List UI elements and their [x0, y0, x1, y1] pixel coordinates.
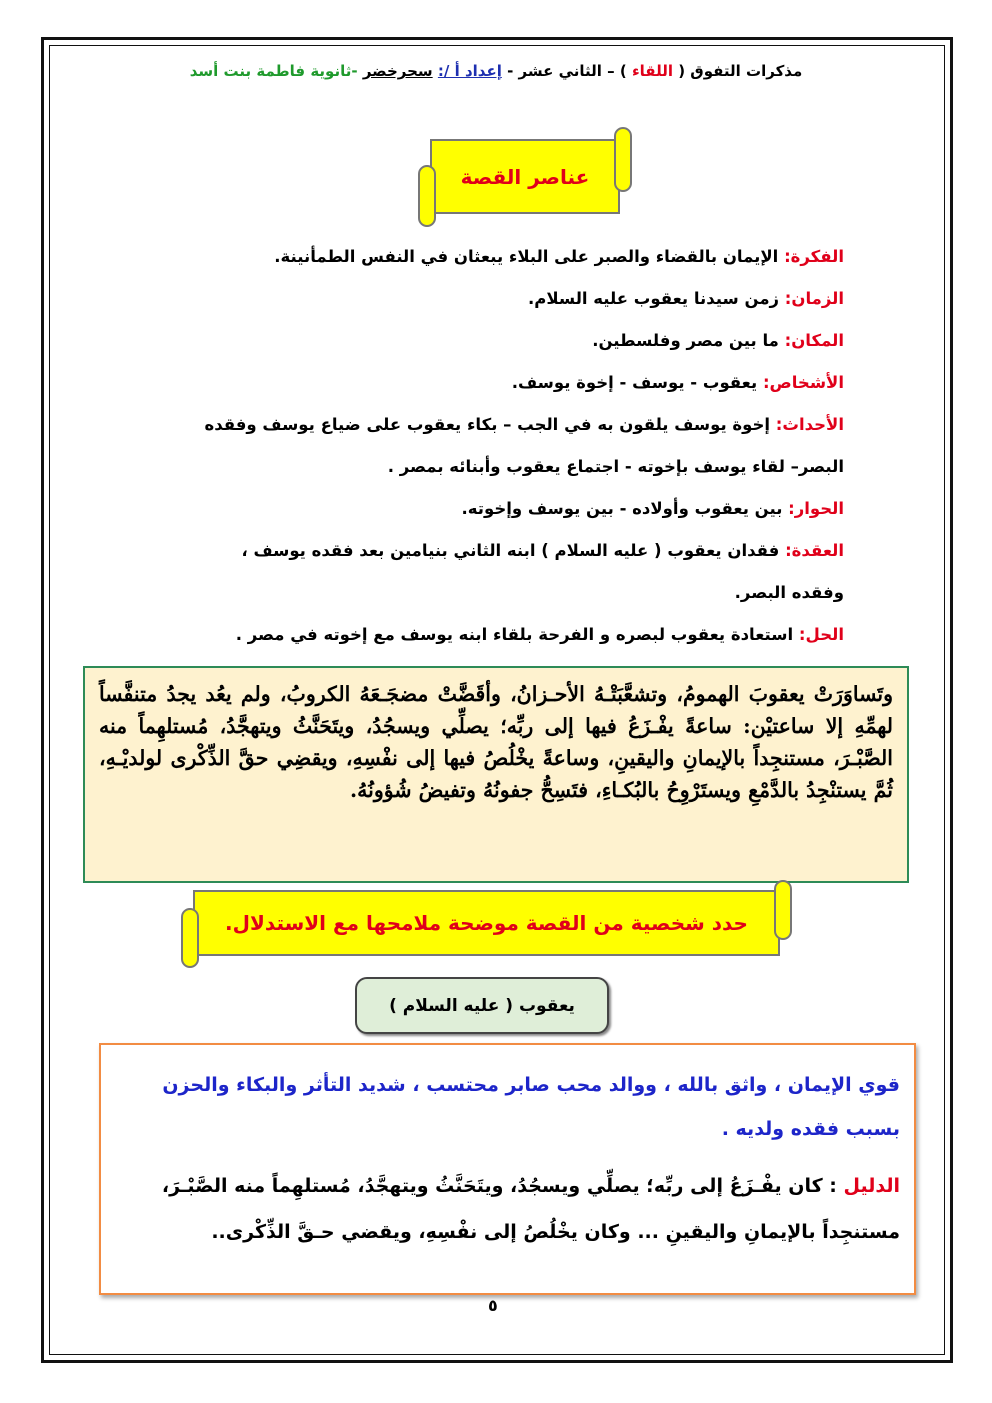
element-text: استعادة يعقوب لبصره و الفرحة بلقاء ابنه يوسف مع إخوته في مصر . [235, 625, 799, 644]
element-line [144, 278, 844, 320]
header-part4: إعداد أ /: [437, 62, 502, 80]
proof-text: : كان يفْـزَعُ إلى ربِّه؛ يصلِّي ويسجُدُ، ويتَحَنَّثُ ويتهجَّدُ، مُستلهِماً منه الصَّبْـرَ، مستنجِداً بالإيمانِ واليقينِ ... وكان يخْلُصُ إلى نفْسِهِ، ويقضي حـقَّ الذِّكْرى.. [161, 1175, 900, 1243]
element-label: الحل: [798, 625, 844, 644]
proof-label: الدليل [843, 1175, 900, 1197]
element-line [144, 614, 844, 656]
page-number: ٥ [488, 1296, 498, 1315]
element-label: العقدة: [785, 541, 844, 560]
element-text: فقدان يعقوب ( عليه السلام ) ابنه الثاني بنيامين بعد فقده يوسف ، [241, 541, 786, 560]
header-part2: اللقاء [631, 62, 673, 80]
header-part1: مذكرات التفوق ( [678, 62, 803, 80]
element-text: الإيمان بالقضاء والصبر على البلاء يبعثان في النفس الطمأنينة. [274, 247, 785, 266]
proof-paragraph [115, 1163, 900, 1255]
story-elements-list [144, 236, 844, 656]
answer-box [99, 1043, 916, 1295]
element-line [144, 236, 844, 278]
scroll-roll [614, 127, 632, 192]
element-label: الفكرة: [784, 247, 844, 266]
character-name: يعقوب ( عليه السلام ) [389, 995, 575, 1016]
element-line [144, 404, 844, 446]
element-text: ما بين مصر وفلسطين. [592, 331, 785, 350]
element-line [144, 446, 844, 488]
element-text: البصر– لقاء يوسف بإخوته - اجتماع يعقوب وأبنائه بمصر . [387, 457, 844, 476]
title-banner-text: عناصر القصة [460, 164, 590, 189]
scroll-roll [774, 880, 792, 940]
element-label: الزمان: [784, 289, 844, 308]
element-label: الأشخاص: [762, 373, 844, 392]
title-scroll-banner [430, 139, 620, 214]
element-label: الحوار: [788, 499, 844, 518]
task-banner-text: حدد شخصية من القصة موضحة ملامحها مع الاستدلال. [225, 911, 748, 935]
element-line [144, 530, 844, 572]
element-line [144, 362, 844, 404]
element-text: بين يعقوب وأولاده - بين يوسف وإخوته. [461, 499, 789, 518]
element-text: إخوة يوسف يلقون به في الجب – بكاء يعقوب على ضياع يوسف وفقده [204, 415, 776, 434]
header-part5: سحرخضر [362, 62, 433, 80]
scroll-roll [181, 908, 199, 968]
scroll-roll [418, 165, 436, 227]
element-text: يعقوب - يوسف - إخوة يوسف. [511, 373, 763, 392]
task-scroll-banner [193, 890, 780, 956]
element-line [144, 320, 844, 362]
page-header [100, 62, 892, 80]
passage-text: وتَساوَرَتْ يعقوبَ الهمومُ، وتشعَّبَتْـهُ الأحـزانُ، وأقَضَّتْ مضجَـعَهُ الكروبُ، ولم يعُد يجدُ متنفَّساً لهمِّهِ إلا ساعتيْن: ساعةً يفْـزَعُ فيها إلى ربِّه؛ يصلِّي ويسجُدُ، ويتَحَنَّثُ ويتهجَّدُ، مُستلهِماً منه الصَّبْـرَ، مستنجِداً بالإيمانِ واليقينِ، وساعةً يخْلُصُ فيها إلى نفْسِهِ، ويقضِي حقَّ الذِّكْرى لولديْـهِ، ثُمَّ يستنْجِدُ بالدَّمْعِ ويستَرْوِحُ بالبُكـاءِ، فتَسِحُّ جفونُهُ وتفيضُ شُؤونُهُ. [99, 682, 893, 802]
element-label: المكان: [784, 331, 844, 350]
passage-box [83, 666, 909, 883]
element-text: وفقده البصر. [734, 583, 844, 602]
header-part6: -ثانوية فاطمة بنت أسد [189, 62, 358, 80]
element-line [144, 488, 844, 530]
character-name-box [355, 977, 609, 1034]
element-label: الأحداث: [775, 415, 844, 434]
element-text: زمن سيدنا يعقوب عليه السلام. [528, 289, 785, 308]
element-line [144, 572, 844, 614]
header-part3: ) – الثاني عشر - [507, 62, 627, 80]
character-traits: قوي الإيمان ، واثق بالله ، ووالد محب صابر محتسب ، شديد التأثر والبكاء والحزن بسبب فقده ولديه . [162, 1074, 900, 1140]
